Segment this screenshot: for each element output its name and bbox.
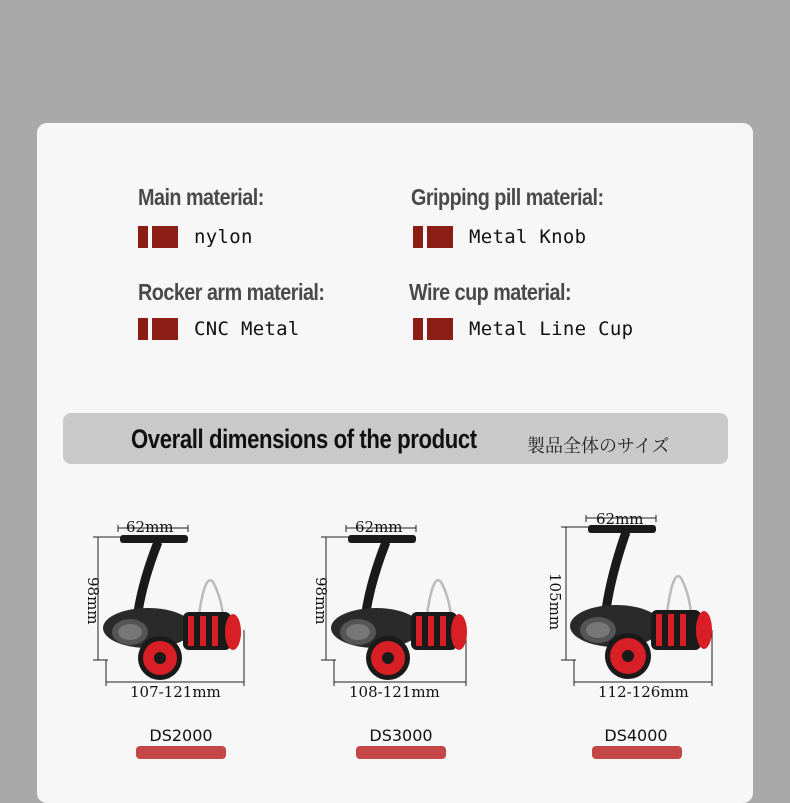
model-bar-ds4000 xyxy=(592,746,682,759)
main-material-value: nylon xyxy=(194,226,253,248)
model-label-ds2000: DS2000 xyxy=(149,726,213,745)
color-swatch-icon xyxy=(413,226,453,248)
model-bar-ds2000 xyxy=(136,746,226,759)
top-width-label-ds4000: 62mm xyxy=(596,510,644,528)
model-bar-ds3000 xyxy=(356,746,446,759)
gripping-material-value: Metal Knob xyxy=(469,226,587,248)
gripping-material-row xyxy=(413,226,586,248)
fishing-reel-image-ds4000 xyxy=(556,510,726,690)
color-swatch-icon xyxy=(138,226,178,248)
wire-cup-material-row xyxy=(413,318,633,340)
fishing-reel-image-ds2000 xyxy=(88,520,258,690)
height-label-ds2000: 98mm xyxy=(84,577,102,625)
rocker-material-value: CNC Metal xyxy=(194,318,300,340)
color-swatch-icon xyxy=(138,318,178,340)
rocker-material-title: Rocker arm material: xyxy=(138,279,325,305)
main-material-row xyxy=(138,226,253,248)
top-width-label-ds3000: 62mm xyxy=(355,518,403,536)
model-label-ds3000: DS3000 xyxy=(369,726,433,745)
wire-cup-material-value: Metal Line Cup xyxy=(469,318,634,340)
main-material-title: Main material: xyxy=(138,184,264,210)
height-label-ds3000: 98mm xyxy=(312,577,330,625)
gripping-material-title: Gripping pill material: xyxy=(411,184,604,210)
length-label-ds2000: 107-121mm xyxy=(130,683,221,701)
model-label-ds4000: DS4000 xyxy=(604,726,668,745)
length-label-ds4000: 112-126mm xyxy=(598,683,689,701)
fishing-reel-image-ds3000 xyxy=(316,520,486,690)
rocker-material-row xyxy=(138,318,300,340)
color-swatch-icon xyxy=(413,318,453,340)
height-label-ds4000: 105mm xyxy=(546,573,564,631)
dimensions-subtitle-jp: 製品全体のサイズ xyxy=(527,436,670,457)
dimensions-title: Overall dimensions of the product xyxy=(131,424,477,454)
wire-cup-material-title: Wire cup material: xyxy=(409,279,572,305)
length-label-ds3000: 108-121mm xyxy=(349,683,440,701)
top-width-label-ds2000: 62mm xyxy=(126,518,174,536)
